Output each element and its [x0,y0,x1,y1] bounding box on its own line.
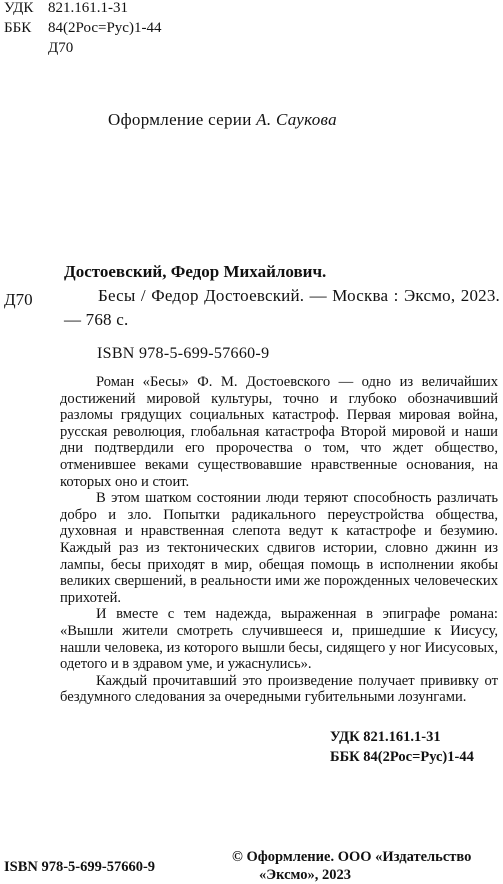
annotation-paragraph: И вместе с тем надежда, выраженная в эпиграфе романа: «Вышли жители смотреть случившееся и, пришедшие к Иисусу, нашли человека, из которого вышли бесы, сидящего у ног Иисусовых, одетого и в здравом уме, и ужаснулись». [60,606,498,673]
series-credit [108,110,337,130]
bottom-bbk: ББК 84(2Рос=Рус)1-44 [330,749,474,765]
copyright-line2: «Эксмо», 2023 [259,867,351,883]
series-credit-text: Оформление серии [108,110,257,129]
bbk-line [4,18,161,38]
series-designer: А. Саукова [256,110,337,129]
annotation-paragraph: Роман «Бесы» Ф. М. Достоевского — одно из величайших достижений мировой культуры, точно и глубоко обозначивший разломы грядущих социальных катастроф. Первая мировая война, русская революция, глобальная катастрофа Второй мировой и наши дни подтвердили его пророчества о том, что ждет общество, отменившее веками существовавшие нравственные основания, на которых оно и стоит. [60,374,498,490]
copyright [232,848,471,884]
bbk-value: 84(2Рос=Рус)1-44 [48,20,162,36]
annotation [60,374,498,706]
author-mark: Д70 [48,40,74,56]
annotation-paragraph: В этом шатком состоянии люди теряют способность различать добро и зло. Попытки радикального переустройства общества, духовная и нравственная слепота ведут к катастрофе и безумию. Каждый раз из тектонических сдвигов истории, словно джинн из лампы, бесы приходят в мир, обещая помощь в исполнении якобы великих свершений, в реальности ими же порожденных человеческих прихотей. [60,490,498,606]
entry-text: Бесы / Федор Достоевский. — Москва : Эксмо, 2023. — 768 с. [64,286,500,329]
udk-label: УДК [4,0,34,16]
entry-heading: Достоевский, Федор Михайлович. [64,262,327,281]
isbn-top: ISBN 978-5-699-57660-9 [97,345,270,362]
bibliographic-entry [64,260,500,332]
bottom-udk: УДК 821.161.1-31 [330,729,441,745]
udk-line [4,0,128,18]
udk-value: 821.161.1-31 [48,0,128,16]
bottom-classification [330,727,474,767]
side-author-mark: Д70 [4,290,33,309]
annotation-paragraph: Каждый прочитавший это произведение получает прививку от бездумного следования за очередными губительными лозунгами. [60,672,498,706]
isbn-bottom: ISBN 978-5-699-57660-9 [4,859,156,875]
copyright-line1: © Оформление. ООО «Издательство [232,849,472,865]
bbk-label: ББК [4,20,32,36]
